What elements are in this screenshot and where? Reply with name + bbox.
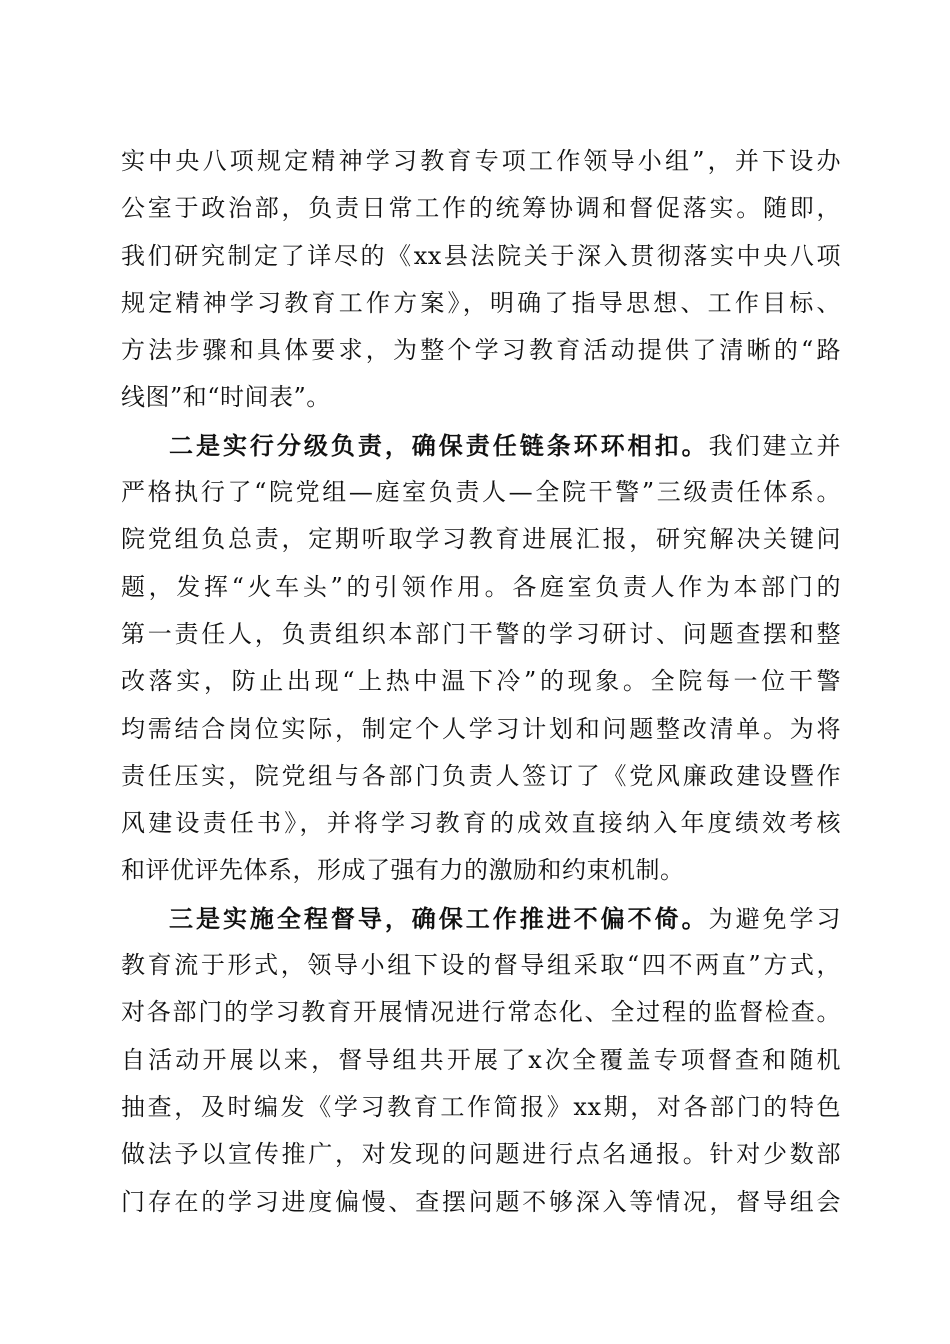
text-line: 对各部门的学习教育开展情况进行常态化、全过程的监督检查。 (121, 998, 841, 1027)
text-line (121, 422, 841, 469)
text-line: 均需结合岗位实际，制定个人学习计划和问题整改清单。为将 (121, 714, 841, 743)
text-line: 责任压实，院党组与各部门负责人签订了《党风廉政建设暨作 (121, 761, 841, 790)
text-line: 风建设责任书》，并将学习教育的成效直接纳入年度绩效考核 (121, 809, 841, 838)
paragraph-3 (121, 895, 841, 1226)
text-line: 规定精神学习教育工作方案》，明确了指导思想、工作目标、 (121, 288, 841, 317)
text-line: 教育流于形式，领导小组下设的督导组采取“四不两直”方式， (121, 951, 841, 980)
text-line: 第一责任人，负责组织本部门干警的学习研讨、问题查摆和整 (121, 619, 841, 648)
text-line: 院党组负总责，定期听取学习教育进展汇报，研究解决关键问 (121, 525, 841, 554)
paragraph-2 (121, 422, 841, 895)
text-line: 和评优评先体系，形成了强有力的激励和约束机制。 (121, 856, 685, 885)
text-line: 改落实，防止出现“上热中温下冷”的现象。全院每一位干警 (121, 667, 841, 696)
heading-continuation: 我们建立并 (708, 431, 842, 460)
paragraph-1 (121, 138, 841, 422)
text-line: 方法步骤和具体要求，为整个学习教育活动提供了清晰的“路 (121, 336, 841, 365)
body-text (121, 138, 841, 1226)
paragraph-heading: 二是实行分级负责，确保责任链条环环相扣。 (169, 430, 709, 460)
text-line: 公室于政治部，负责日常工作的统筹协调和督促落实。随即， (121, 194, 841, 223)
paragraph-heading: 三是实施全程督导，确保工作推进不偏不倚。 (169, 903, 709, 933)
text-line (121, 895, 841, 942)
text-line: 实中央八项规定精神学习教育专项工作领导小组”，并下设办 (121, 147, 841, 175)
text-line: 门存在的学习进度偏慢、查摆问题不够深入等情况，督导组会 (121, 1187, 841, 1216)
text-line: 题，发挥“火车头”的引领作用。各庭室负责人作为本部门的 (121, 572, 841, 601)
text-line: 线图”和“时间表”。 (121, 383, 331, 412)
heading-continuation: 为避免学习 (708, 904, 842, 933)
text-line: 自活动开展以来，督导组共开展了x次全覆盖专项督查和随机 (121, 1045, 841, 1074)
text-line: 抽查，及时编发《学习教育工作简报》xx期，对各部门的特色 (121, 1092, 841, 1121)
text-line: 做法予以宣传推广，对发现的问题进行点名通报。针对少数部 (121, 1140, 841, 1169)
text-line: 严格执行了“院党组—庭室负责人—全院干警”三级责任体系。 (121, 478, 841, 507)
text-line: 我们研究制定了详尽的《xx县法院关于深入贯彻落实中央八项 (121, 241, 841, 270)
